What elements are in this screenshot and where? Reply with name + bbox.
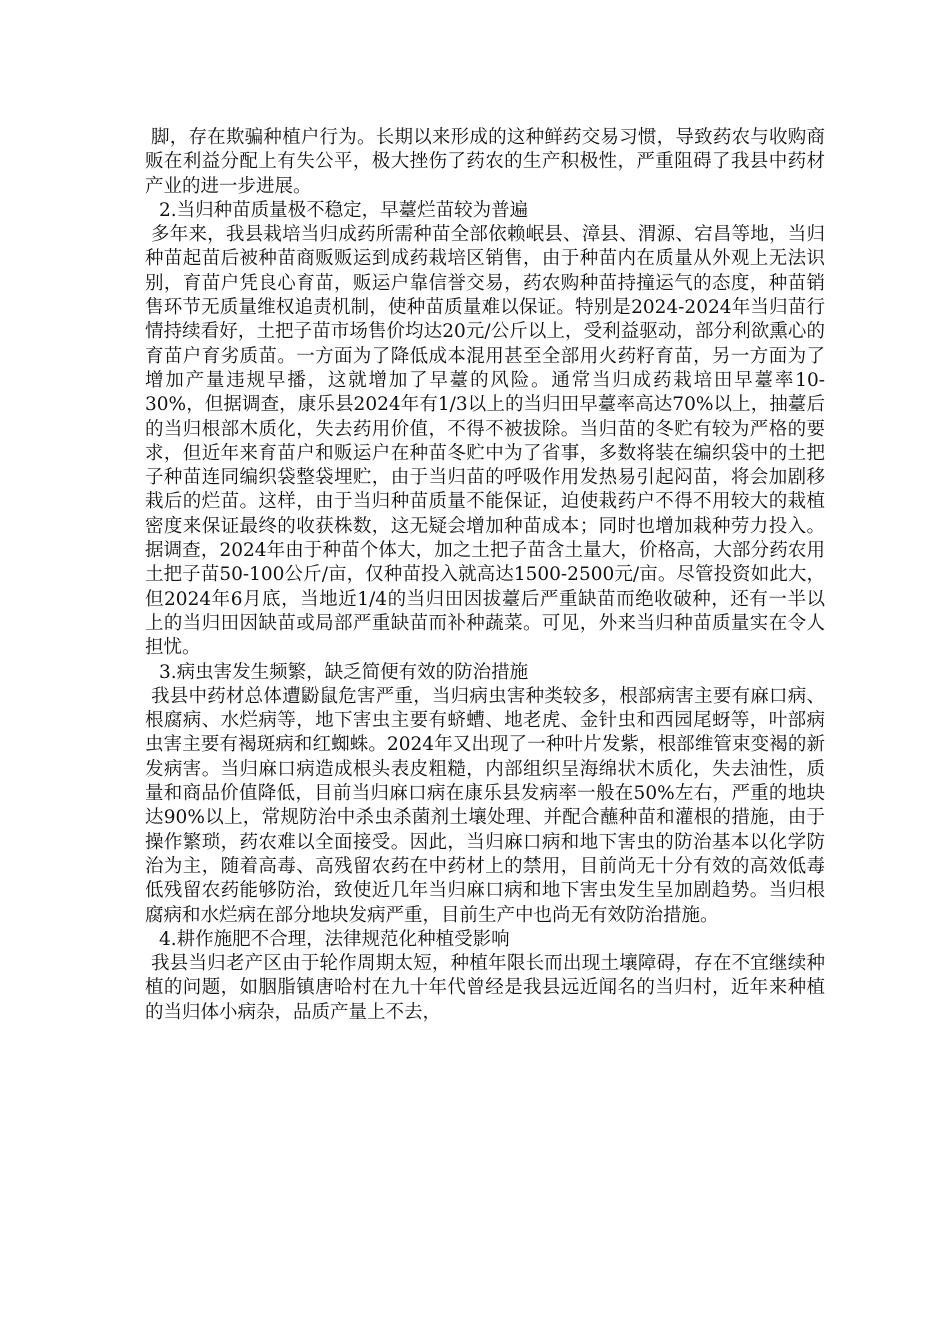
paragraph-soil-rotation: 我县当归老产区由于轮作周期太短，种植年限长而出现土壤障碍，存在不宜继续种植的问题，如胭脂镇唐哈村在九十年代曾经是我县远近闻名的当归村，近年来种植的当归体小病杂，品质产量上不去， [145, 953, 825, 1023]
paragraph-continued-trade: 脚，存在欺骗种植户行为。长期以来形成的这种鲜药交易习惯，导致药农与收购商贩在利益分配上有失公平，极大挫伤了药农的生产积极性，严重阻碍了我县中药材产业的进一步进展。 [145, 127, 825, 197]
section-heading-3: 3.病虫害发生频繁，缺乏简便有效的防治措施 [159, 661, 529, 683]
paragraph-pests-diseases: 我县中药材总体遭鼢鼠危害严重，当归病虫害种类较多，根部病害主要有麻口病、根腐病、水烂病等，地下害虫主要有蛴螬、地老虎、金针虫和西园尾蚜等，叶部病虫害主要有褐斑病和红蜘蛛。2024年又出现了一种叶片发紫，根部维管束变褐的新发病害。当归麻口病造成根头表皮粗糙，内部组织呈海绵状木质化，失去油性，质量和商品价值降低，目前当归麻口病在康乐县发病率一般在50%左右，严重的地块达90%以上，常规防治中杀虫杀菌剂土壤处理、并配合蘸种苗和灌根的措施，由于操作繁琐，药农难以全面接受。因此，当归麻口病和地下害虫的防治基本以化学防治为主，随着高毒、高残留农药在中药材上的禁用，目前尚无十分有效的高效低毒低残留农药能够防治，致使近几年当归麻口病和地下害虫发生呈加剧趋势。当归根腐病和水烂病在部分地块发病严重，目前生产中也尚无有效防治措施。 [145, 685, 825, 926]
section-heading-2: 2.当归种苗质量极不稳定，早薹烂苗较为普遍 [159, 199, 529, 221]
section-heading-4: 4.耕作施肥不合理，法律规范化种植受影响 [159, 928, 510, 950]
document-body [145, 126, 825, 1025]
paragraph-seedling-quality: 多年来，我县栽培当归成药所需种苗全部依赖岷县、漳县、渭源、宕昌等地，当归种苗起苗后被种苗商贩贩运到成药栽培区销售，由于种苗内在质量从外观上无法识别，育苗户凭良心育苗，贩运户靠信誉交易，药农购种苗持撞运气的态度，种苗销售环节无质量维权追责机制，使种苗质量难以保证。特别是2024-2024年当归苗行情持续看好，土把子苗市场售价均达20元/公斤以上，受利益驱动，部分利欲熏心的育苗户育劣质苗。一方面为了降低成本混用甚至全部用火药籽育苗，另一方面为了增加产量违规早播，这就增加了早薹的风险。通常当归成药栽培田早薹率10-30%，但据调查，康乐县2024年有1/3以上的当归田早薹率高达70%以上，抽薹后的当归根部木质化，失去药用价值，不得不被拔除。当归苗的冬贮有较为严格的要求，但近年来育苗户和贩运户在种苗冬贮中为了省事，多数将装在编织袋中的土把子种苗连同编织袋整袋埋贮，由于当归苗的呼吸作用发热易引起闷苗，将会加剧移栽后的烂苗。这样，由于当归种苗质量不能保证，迫使栽药户不得不用较大的栽植密度来保证最终的收获株数，这无疑会增加种苗成本；同时也增加栽种劳力投入。据调查，2024年由于种苗个体大，加之土把子苗含土量大，价格高，大部分药农用土把子苗50-100公斤/亩，仅种苗投入就高达1500-2500元/亩。尽管投资如此大，但2024年6月底，当地近1/4的当归田因拔薹后严重缺苗而绝收破种，还有一半以上的当归田因缺苗或局部严重缺苗而补种蔬菜。可见，外来当归种苗质量实在令人担忧。 [145, 224, 825, 659]
